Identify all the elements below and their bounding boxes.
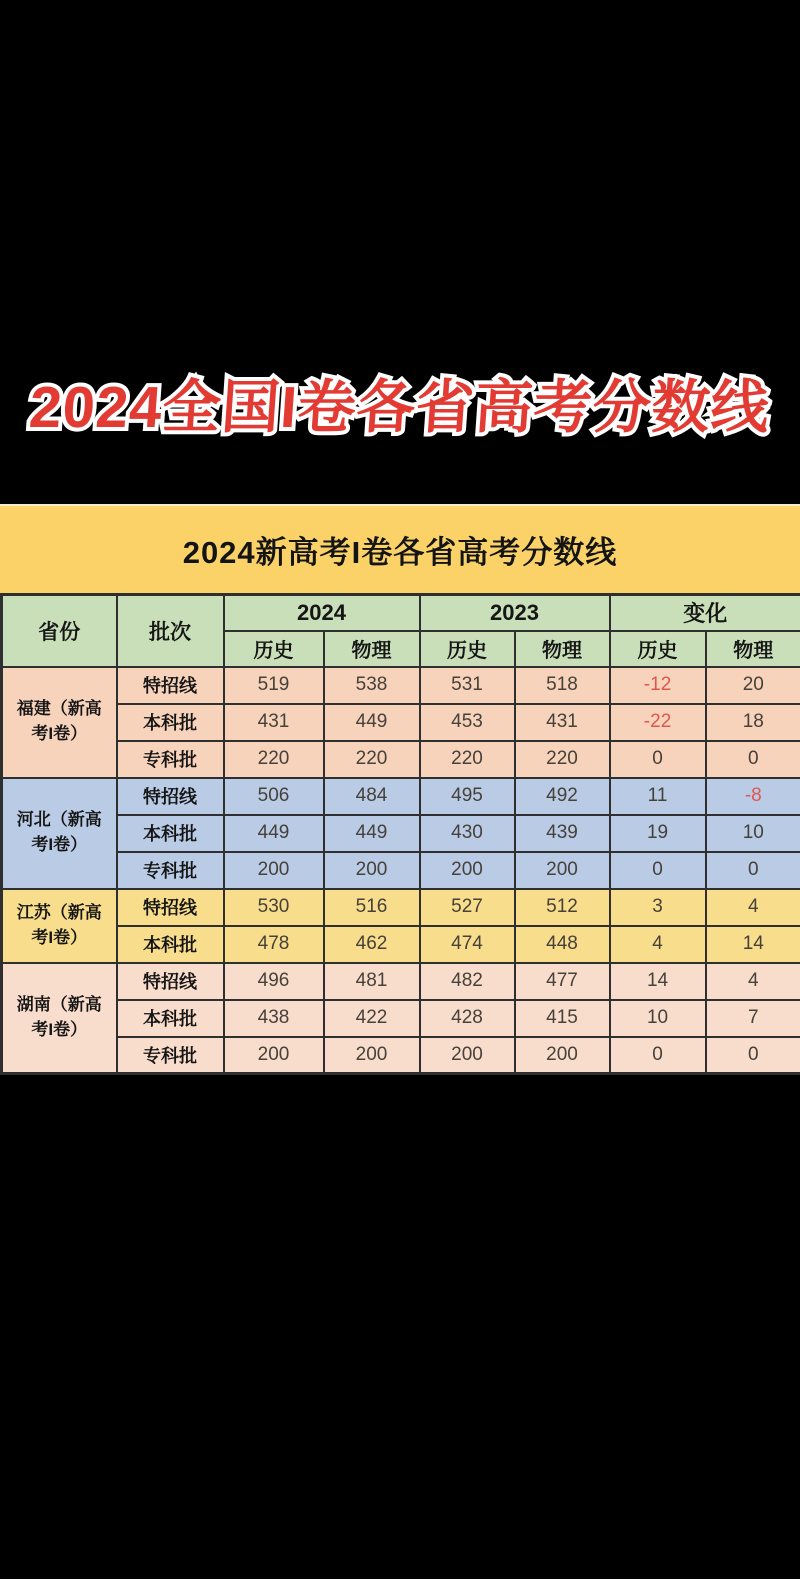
header-row-top [2, 595, 800, 631]
score-cell: 516 [324, 889, 420, 926]
province-cell: 湖南（新高考I卷） [2, 963, 117, 1074]
header-2023-history: 历史 [420, 631, 515, 667]
table-header [2, 595, 800, 667]
table-row [2, 741, 800, 778]
score-cell: -22 [610, 704, 706, 741]
score-cell: 431 [224, 704, 324, 741]
header-change-physics: 物理 [706, 631, 800, 667]
score-cell: 200 [515, 1037, 610, 1074]
batch-cell: 特招线 [117, 889, 224, 926]
score-cell: 448 [515, 926, 610, 963]
score-cell: -8 [706, 778, 800, 815]
score-cell: 20 [706, 667, 800, 704]
score-cell: 220 [420, 741, 515, 778]
score-cell: 492 [515, 778, 610, 815]
score-cell: 220 [515, 741, 610, 778]
header-year-2023: 2023 [420, 595, 610, 631]
score-cell: 200 [420, 1037, 515, 1074]
score-cell: 220 [224, 741, 324, 778]
header-change: 变化 [610, 595, 800, 631]
score-cell: 512 [515, 889, 610, 926]
score-cell: 449 [224, 815, 324, 852]
score-cell: 439 [515, 815, 610, 852]
score-cell: 0 [610, 741, 706, 778]
score-cell: 10 [610, 1000, 706, 1037]
score-cell: 0 [610, 852, 706, 889]
score-cell: 4 [706, 889, 800, 926]
score-cell: 482 [420, 963, 515, 1000]
header-change-history: 历史 [610, 631, 706, 667]
score-cell: 14 [706, 926, 800, 963]
score-cell: 438 [224, 1000, 324, 1037]
table-row [2, 889, 800, 926]
table-body [2, 667, 800, 1074]
score-cell: 200 [324, 852, 420, 889]
score-cell: 478 [224, 926, 324, 963]
score-table-block [0, 504, 800, 1075]
table-row [2, 963, 800, 1000]
score-cell: 11 [610, 778, 706, 815]
score-cell: 430 [420, 815, 515, 852]
batch-cell: 本科批 [117, 926, 224, 963]
score-cell: 200 [420, 852, 515, 889]
province-cell: 河北（新高考I卷） [2, 778, 117, 889]
score-table [0, 593, 800, 1075]
batch-cell: 专科批 [117, 1037, 224, 1074]
header-year-2024: 2024 [224, 595, 420, 631]
score-cell: -12 [610, 667, 706, 704]
score-cell: 474 [420, 926, 515, 963]
header-2024-history: 历史 [224, 631, 324, 667]
score-cell: 0 [706, 1037, 800, 1074]
batch-cell: 特招线 [117, 667, 224, 704]
province-cell: 江苏（新高考I卷） [2, 889, 117, 963]
score-cell: 220 [324, 741, 420, 778]
score-cell: 0 [610, 1037, 706, 1074]
batch-cell: 特招线 [117, 963, 224, 1000]
table-row [2, 926, 800, 963]
score-cell: 428 [420, 1000, 515, 1037]
score-cell: 0 [706, 852, 800, 889]
score-cell: 14 [610, 963, 706, 1000]
header-2024-physics: 物理 [324, 631, 420, 667]
score-cell: 3 [610, 889, 706, 926]
score-cell: 527 [420, 889, 515, 926]
score-cell: 200 [515, 852, 610, 889]
score-cell: 0 [706, 741, 800, 778]
batch-cell: 专科批 [117, 741, 224, 778]
province-cell: 福建（新高考I卷） [2, 667, 117, 778]
score-cell: 462 [324, 926, 420, 963]
score-cell: 449 [324, 704, 420, 741]
score-cell: 477 [515, 963, 610, 1000]
header-2023-physics: 物理 [515, 631, 610, 667]
table-banner-title: 2024新高考I卷各省高考分数线 [0, 504, 800, 593]
batch-cell: 本科批 [117, 1000, 224, 1037]
score-cell: 506 [224, 778, 324, 815]
score-cell: 530 [224, 889, 324, 926]
table-row [2, 667, 800, 704]
score-cell: 4 [706, 963, 800, 1000]
score-cell: 518 [515, 667, 610, 704]
batch-cell: 本科批 [117, 815, 224, 852]
score-cell: 453 [420, 704, 515, 741]
table-row [2, 1000, 800, 1037]
score-cell: 18 [706, 704, 800, 741]
batch-cell: 专科批 [117, 852, 224, 889]
batch-cell: 特招线 [117, 778, 224, 815]
table-row [2, 704, 800, 741]
batch-cell: 本科批 [117, 704, 224, 741]
score-cell: 200 [224, 852, 324, 889]
header-province: 省份 [2, 595, 117, 667]
score-cell: 449 [324, 815, 420, 852]
header-batch: 批次 [117, 595, 224, 667]
score-cell: 200 [324, 1037, 420, 1074]
table-row [2, 815, 800, 852]
table-row [2, 778, 800, 815]
score-cell: 531 [420, 667, 515, 704]
main-title: 2024全国I卷各省高考分数线 [27, 375, 772, 440]
score-cell: 538 [324, 667, 420, 704]
score-cell: 7 [706, 1000, 800, 1037]
score-cell: 4 [610, 926, 706, 963]
score-cell: 496 [224, 963, 324, 1000]
score-cell: 10 [706, 815, 800, 852]
score-cell: 200 [224, 1037, 324, 1074]
score-cell: 484 [324, 778, 420, 815]
score-cell: 495 [420, 778, 515, 815]
score-cell: 422 [324, 1000, 420, 1037]
table-row [2, 1037, 800, 1074]
score-cell: 431 [515, 704, 610, 741]
score-cell: 519 [224, 667, 324, 704]
score-cell: 19 [610, 815, 706, 852]
table-row [2, 852, 800, 889]
score-cell: 415 [515, 1000, 610, 1037]
score-cell: 481 [324, 963, 420, 1000]
